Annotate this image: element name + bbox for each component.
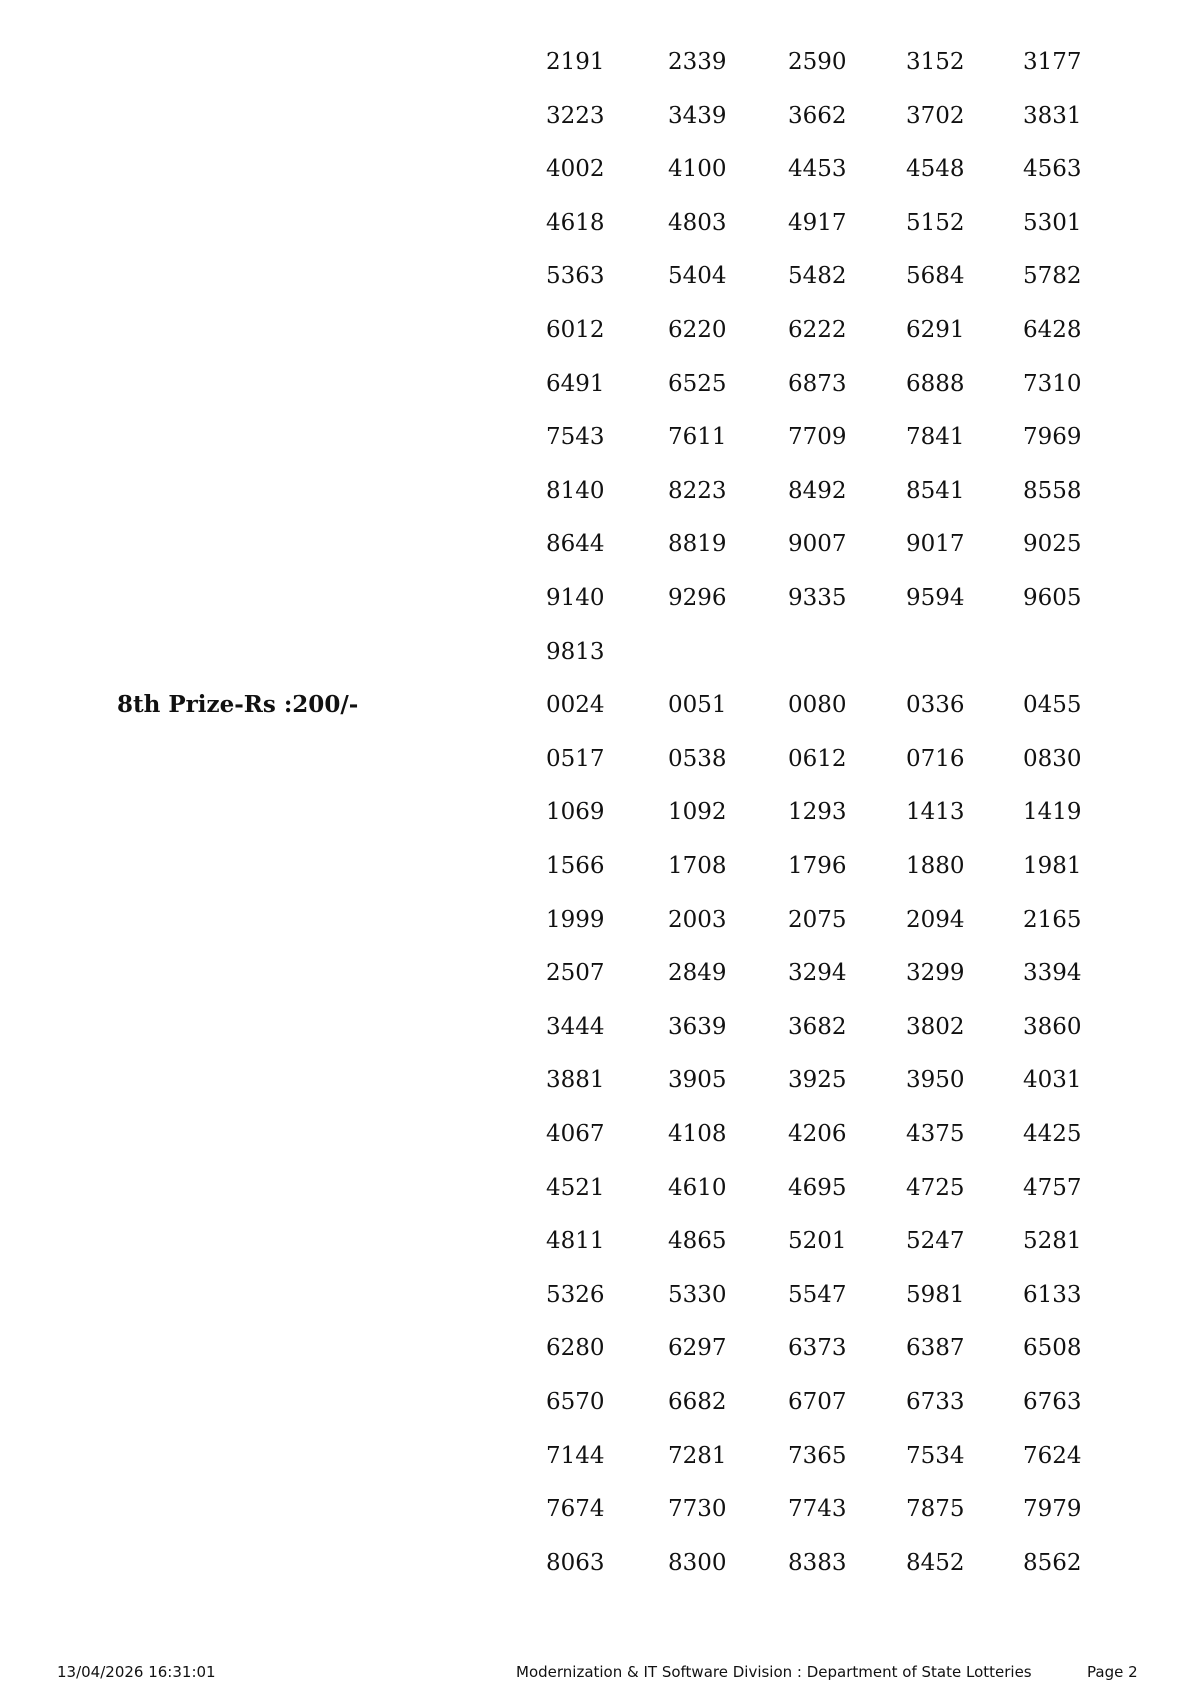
ticket-number: 7310 [1023,370,1082,397]
number-row [0,953,1200,993]
ticket-number: 3881 [546,1067,605,1094]
ticket-number: 3802 [906,1013,965,1040]
ticket-number: 3925 [788,1067,847,1094]
ticket-number: 7875 [906,1496,965,1523]
ticket-number: 5201 [788,1228,847,1255]
ticket-number: 0051 [668,692,727,719]
number-row [0,578,1200,618]
ticket-number: 0517 [546,745,605,772]
number-row [0,1436,1200,1476]
footer-page-number: Page 2 [1087,1663,1138,1681]
ticket-number: 6682 [668,1389,727,1415]
ticket-number: 9007 [788,531,847,558]
ticket-number: 2165 [1023,906,1082,933]
ticket-number: 6733 [906,1389,965,1415]
ticket-number: 7365 [788,1442,847,1469]
ticket-number: 6570 [546,1389,605,1415]
ticket-number: 2003 [668,906,727,933]
ticket-number: 4100 [668,156,727,183]
ticket-number: 6525 [668,370,727,397]
number-row [0,417,1200,457]
ticket-number: 3639 [668,1013,727,1040]
ticket-number: 8562 [1023,1549,1082,1576]
ticket-number: 0336 [906,692,965,719]
ticket-number: 3905 [668,1067,727,1094]
ticket-number: 0716 [906,745,965,772]
ticket-number: 0538 [668,745,727,772]
ticket-number: 2191 [546,49,605,75]
ticket-number: 5330 [668,1281,727,1308]
number-row [0,1543,1200,1583]
ticket-number: 5482 [788,263,847,290]
number-row [0,256,1200,296]
ticket-number: 8063 [546,1549,605,1576]
ticket-number: 3682 [788,1013,847,1040]
ticket-number: 4521 [546,1174,605,1201]
ticket-number: 7611 [668,424,727,451]
ticket-number: 8223 [668,477,727,504]
ticket-number: 0612 [788,745,847,772]
ticket-number: 3223 [546,102,605,129]
ticket-number: 0830 [1023,745,1082,772]
ticket-number: 3294 [788,960,847,987]
ticket-number: 2339 [668,49,727,75]
number-row [0,471,1200,511]
ticket-number: 7674 [546,1496,605,1523]
ticket-number: 6222 [788,317,847,343]
ticket-number: 2094 [906,906,965,933]
ticket-number: 8300 [668,1549,727,1576]
ticket-number: 4618 [546,209,605,236]
number-row [0,1007,1200,1047]
ticket-number: 6387 [906,1335,965,1362]
ticket-number: 5684 [906,263,965,290]
ticket-number: 8819 [668,531,727,558]
number-row [0,846,1200,886]
ticket-number: 3662 [788,102,847,129]
ticket-number: 4725 [906,1174,965,1201]
ticket-number: 3831 [1023,102,1082,129]
ticket-number: 0455 [1023,692,1082,719]
ticket-number: 1566 [546,853,605,879]
number-row [0,1060,1200,1100]
ticket-number: 3702 [906,102,965,129]
ticket-number: 0024 [546,692,605,719]
ticket-number: 4548 [906,156,965,183]
ticket-number: 7624 [1023,1442,1082,1469]
ticket-number: 1413 [906,799,965,826]
ticket-number: 3860 [1023,1013,1082,1040]
ticket-number: 5404 [668,263,727,290]
ticket-number: 3299 [906,960,965,987]
ticket-number: 8452 [906,1549,965,1576]
ticket-number: 9594 [906,585,965,611]
number-row [0,42,1200,82]
ticket-number: 5326 [546,1281,605,1308]
number-row [0,1221,1200,1261]
ticket-number: 6297 [668,1335,727,1362]
ticket-number: 5363 [546,263,605,290]
ticket-number: 4206 [788,1121,847,1147]
ticket-number: 1708 [668,853,727,879]
ticket-number: 7979 [1023,1496,1082,1523]
ticket-number: 6291 [906,317,965,343]
number-row [0,1275,1200,1315]
ticket-number: 6873 [788,370,847,397]
ticket-number: 3950 [906,1067,965,1094]
prize-label: 8th Prize-Rs :200/- [117,691,359,719]
ticket-number: 1069 [546,799,605,826]
ticket-number: 5281 [1023,1228,1082,1255]
ticket-number: 4067 [546,1121,605,1147]
ticket-number: 9296 [668,585,727,611]
ticket-number: 5247 [906,1228,965,1255]
footer-division: Modernization & IT Software Division : Department of State Lotteries [516,1663,1032,1681]
ticket-number: 7709 [788,424,847,451]
ticket-number: 9140 [546,585,605,611]
number-row [0,1168,1200,1208]
footer-datetime: 13/04/2026 16:31:01 [57,1663,216,1681]
number-row [0,1489,1200,1529]
ticket-number: 4453 [788,156,847,183]
number-row [0,685,1200,725]
ticket-number: 7543 [546,424,605,451]
ticket-number: 4425 [1023,1121,1082,1147]
ticket-number: 8541 [906,477,965,504]
ticket-number: 1999 [546,906,605,933]
ticket-number: 9813 [546,638,605,665]
number-row [0,739,1200,779]
ticket-number: 5981 [906,1281,965,1308]
ticket-number: 2075 [788,906,847,933]
ticket-number: 4811 [546,1228,605,1255]
ticket-number: 9335 [788,585,847,611]
ticket-number: 4695 [788,1174,847,1201]
ticket-number: 6133 [1023,1281,1082,1308]
number-row [0,524,1200,564]
ticket-number: 1092 [668,799,727,826]
ticket-number: 3177 [1023,49,1082,75]
ticket-number: 7841 [906,424,965,451]
ticket-number: 7743 [788,1496,847,1523]
ticket-number: 8492 [788,477,847,504]
ticket-number: 8558 [1023,477,1082,504]
ticket-number: 6012 [546,317,605,343]
ticket-number: 4563 [1023,156,1082,183]
ticket-number: 6220 [668,317,727,343]
ticket-number: 2507 [546,960,605,987]
ticket-number: 1981 [1023,853,1082,879]
number-row [0,632,1200,672]
ticket-number: 4002 [546,156,605,183]
number-row [0,792,1200,832]
ticket-number: 9605 [1023,585,1082,611]
ticket-number: 9017 [906,531,965,558]
ticket-number: 4865 [668,1228,727,1255]
ticket-number: 6428 [1023,317,1082,343]
ticket-number: 8140 [546,477,605,504]
ticket-number: 4757 [1023,1174,1082,1201]
ticket-number: 7969 [1023,424,1082,451]
ticket-number: 4375 [906,1121,965,1147]
ticket-number: 2849 [668,960,727,987]
ticket-number: 7730 [668,1496,727,1523]
ticket-number: 4917 [788,209,847,236]
ticket-number: 7144 [546,1442,605,1469]
ticket-number: 6763 [1023,1389,1082,1415]
ticket-number: 3394 [1023,960,1082,987]
ticket-number: 4031 [1023,1067,1082,1094]
ticket-number: 4803 [668,209,727,236]
number-row [0,900,1200,940]
ticket-number: 7534 [906,1442,965,1469]
ticket-number: 3439 [668,102,727,129]
ticket-number: 1419 [1023,799,1082,826]
ticket-number: 8383 [788,1549,847,1576]
number-row [0,149,1200,189]
ticket-number: 8644 [546,531,605,558]
ticket-number: 5152 [906,209,965,236]
ticket-number: 1796 [788,853,847,879]
ticket-number: 0080 [788,692,847,719]
ticket-number: 2590 [788,49,847,75]
number-row [0,364,1200,404]
ticket-number: 1293 [788,799,847,826]
number-row [0,96,1200,136]
number-row [0,203,1200,243]
ticket-number: 4108 [668,1121,727,1147]
ticket-number: 9025 [1023,531,1082,558]
ticket-number: 6373 [788,1335,847,1362]
number-row [0,1382,1200,1422]
ticket-number: 3444 [546,1013,605,1040]
ticket-number: 5782 [1023,263,1082,290]
ticket-number: 3152 [906,49,965,75]
ticket-number: 6280 [546,1335,605,1362]
ticket-number: 6707 [788,1389,847,1415]
ticket-number: 1880 [906,853,965,879]
ticket-number: 4610 [668,1174,727,1201]
number-row [0,1114,1200,1154]
ticket-number: 7281 [668,1442,727,1469]
number-row [0,310,1200,350]
ticket-number: 6888 [906,370,965,397]
ticket-number: 5301 [1023,209,1082,236]
ticket-number: 6508 [1023,1335,1082,1362]
ticket-number: 5547 [788,1281,847,1308]
number-row [0,1328,1200,1368]
ticket-number: 6491 [546,370,605,397]
